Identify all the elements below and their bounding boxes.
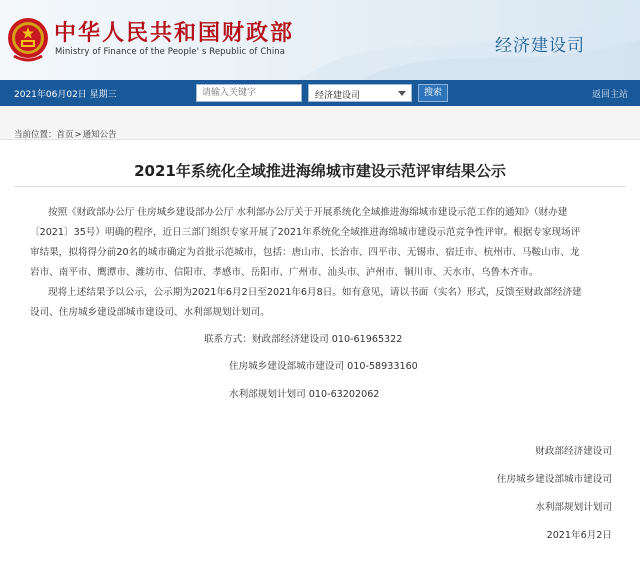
signature-mof: 财政部经济建设司: [535, 446, 612, 457]
paragraph-line: 岩市、南平市、鹰潭市、潍坊市、信阳市、孝感市、岳阳市、广州市、汕头市、泸州市、铜川市、天水市、乌鲁木齐市。: [30, 267, 539, 278]
breadcrumb-prefix: 当前位置：: [14, 130, 57, 140]
breadcrumb: [14, 128, 117, 140]
top-nav-bar: [0, 80, 640, 106]
contact-line-mof: 联系方式：财政部经济建设司 010-61965322: [204, 334, 403, 345]
department-select-value: 经济建设司: [315, 91, 361, 101]
paragraph-line: 审结果，拟将得分前20名的城市确定为首批示范城市，包括：唐山市、长治市、四平市、无锡市、宿迁市、杭州市、马鞍山市、龙: [30, 247, 580, 258]
paragraph-line: 按照《财政部办公厅 住房城乡建设部办公厅 水利部办公厅关于开展系统化全域推进海绵城市建设示范工作的通知》（财办建: [48, 207, 568, 218]
article-title: 2021年系统化全域推进海绵城市建设示范评审结果公示: [134, 162, 506, 180]
signature-mohurd: 住房城乡建设部城市建设司: [496, 474, 612, 485]
breadcrumb-home[interactable]: 首页: [56, 130, 74, 140]
national-emblem-icon: [6, 14, 50, 64]
breadcrumb-bar: [0, 106, 640, 140]
search-button[interactable]: 搜索: [418, 84, 448, 102]
signature-mwr: 水利部规划计划司: [535, 502, 612, 513]
title-divider: [14, 186, 626, 187]
breadcrumb-separator: >: [74, 130, 82, 140]
chevron-down-icon: [398, 91, 406, 96]
article-paragraph-1: [30, 203, 630, 283]
breadcrumb-notices[interactable]: 通知公告: [82, 130, 117, 140]
paragraph-line: 设司、住房城乡建设部城市建设司、水利部规划计划司。: [30, 307, 270, 318]
article-paragraph-2: [30, 283, 630, 323]
paragraph-line: 现将上述结果予以公示，公示期为2021年6月2日至2021年6月8日。如有意见，请以书面（实名）形式，反馈至财政部经济建: [48, 287, 582, 298]
site-header: [0, 0, 640, 80]
paragraph-line: 〔2021〕35号）明确的程序，近日三部门组织专家开展了2021年系统化全域推进海绵城市建设示范竞争性评审。根据专家现场评: [30, 227, 581, 238]
return-home-link[interactable]: 返回主站: [591, 90, 628, 100]
search-input[interactable]: [196, 84, 302, 102]
department-select[interactable]: [308, 84, 412, 102]
ministry-title-en: Ministry of Finance of the People' s Republic of China: [55, 47, 286, 57]
department-name: 经济建设司: [495, 36, 585, 56]
current-date: 2021年06月02日 星期三: [14, 90, 117, 100]
ministry-title-cn: 中华人民共和国财政部: [54, 21, 295, 46]
publish-date: 2021年6月2日: [546, 530, 612, 541]
contact-line-mwr: 水利部规划计划司 010-63202062: [229, 389, 380, 400]
contact-line-mohurd: 住房城乡建设部城市建设司 010-58933160: [229, 361, 418, 372]
